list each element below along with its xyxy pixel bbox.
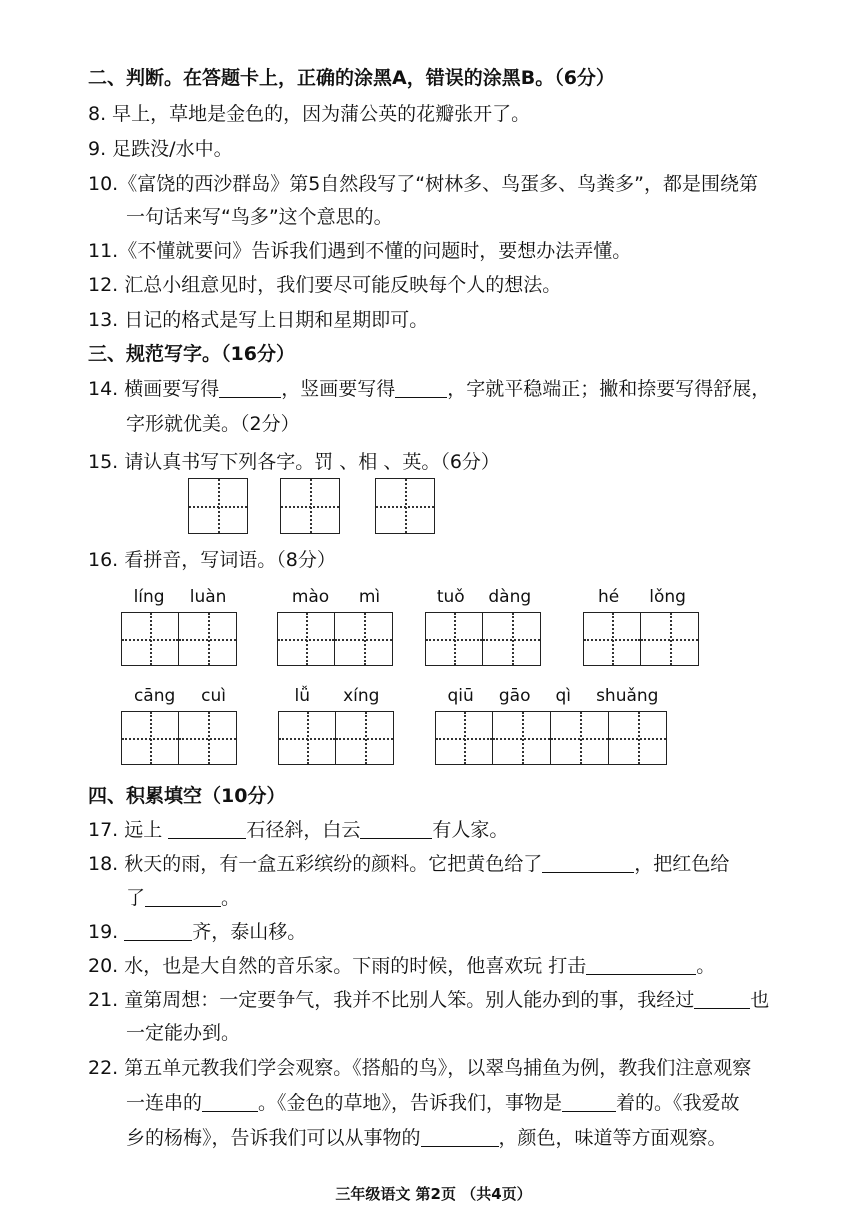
tian-cell[interactable] [609, 711, 667, 765]
tian-cell[interactable] [335, 612, 393, 666]
q22-text-3: 着的。《我爱故 [616, 1092, 740, 1114]
pinyin-syllable: qiū [447, 686, 474, 706]
q21-text-2: 也 [750, 989, 770, 1011]
q20-blank[interactable] [586, 954, 696, 975]
q22-text-2: 。《金色的草地》，告诉我们，事物是 [258, 1092, 563, 1114]
q20-text-2: 。 [696, 955, 716, 977]
pinyin-group-6 [278, 685, 396, 765]
question-14-line2: 字形就优美。（2分） [126, 413, 300, 435]
question-15: 15. 请认真书写下列各字。罚 、相 、英。（6分） [88, 451, 500, 473]
question-22-line2 [126, 1091, 827, 1115]
q14-text-1: 14. 横画要写得 [88, 378, 220, 400]
writing-box-2[interactable] [280, 478, 340, 534]
pinyin-label [121, 586, 239, 612]
tian-cell[interactable] [121, 612, 179, 666]
q14-blank-1[interactable] [219, 377, 281, 398]
tian-cell[interactable] [551, 711, 609, 765]
q14-text-2: ，竖画要写得 [281, 378, 396, 400]
tian-cell[interactable] [179, 612, 237, 666]
writing-box-3[interactable] [375, 478, 435, 534]
pinyin-group-2 [277, 586, 395, 666]
tian-cell[interactable] [179, 711, 237, 765]
tian-cell[interactable] [277, 612, 335, 666]
q22-blank-3[interactable] [421, 1126, 499, 1147]
tian-cell[interactable] [493, 711, 551, 765]
q17-blank-1[interactable] [168, 818, 246, 839]
q21-blank[interactable] [694, 988, 750, 1009]
q17-text-1: 17. 远上 [88, 819, 163, 841]
question-10-line2: 一句话来写“鸟多”这个意思的。 [126, 206, 393, 228]
pinyin-syllable: luàn [189, 587, 227, 607]
question-11: 11.《不懂就要问》告诉我们遇到不懂的问题时，要想办法弄懂。 [88, 240, 632, 262]
pinyin-syllable: mào [291, 587, 330, 607]
q19-text-2: 齐，泰山移。 [192, 921, 307, 943]
pinyin-syllable: shuǎng [596, 686, 659, 706]
q22-text-5: ，颜色，味道等方面观察。 [498, 1127, 727, 1149]
tian-cell[interactable] [188, 478, 248, 534]
pinyin-label [277, 586, 395, 612]
pinyin-syllable: tuǒ [436, 587, 465, 607]
tian-cell[interactable] [641, 612, 699, 666]
pinyin-label [425, 586, 543, 612]
question-22-line3 [126, 1126, 827, 1150]
q22-text-4: 乡的杨梅》，告诉我们可以从事物的 [126, 1127, 421, 1149]
question-18-line1 [88, 852, 827, 876]
pinyin-label [121, 685, 239, 711]
question-21-line2: 一定能办到。 [126, 1022, 241, 1044]
q14-text-3: ，字就平稳端正；撇和捺要写得舒展， [447, 378, 771, 400]
section-3-title: 三、规范写字。（16分） [88, 343, 295, 365]
q19-text-1: 19. [88, 921, 119, 943]
q17-text-2: 石径斜，白云 [246, 819, 361, 841]
tian-cell[interactable] [483, 612, 541, 666]
q17-blank-2[interactable] [360, 818, 432, 839]
pinyin-group-1 [121, 586, 239, 666]
question-8: 8. 早上，草地是金色的，因为蒲公英的花瓣张开了。 [88, 103, 531, 125]
pinyin-syllable: cāng [133, 686, 176, 706]
pinyin-group-3 [425, 586, 543, 666]
q18-text-4: 。 [221, 887, 241, 909]
pinyin-group-5 [121, 685, 239, 765]
pinyin-syllable: hé [598, 587, 620, 607]
tian-cell[interactable] [278, 711, 336, 765]
pinyin-syllable: líng [133, 587, 165, 607]
pinyin-group-4 [583, 586, 701, 666]
q14-blank-2[interactable] [395, 377, 447, 398]
section-4-title: 四、积累填空（10分） [88, 785, 286, 807]
tian-cell[interactable] [435, 711, 493, 765]
q18-blank-2[interactable] [145, 886, 221, 907]
question-14-line1 [88, 377, 827, 401]
q17-text-3: 有人家。 [432, 819, 509, 841]
question-19 [88, 920, 827, 944]
question-17 [88, 818, 827, 842]
pinyin-label [278, 685, 396, 711]
tian-cell[interactable] [121, 711, 179, 765]
pinyin-label [435, 685, 671, 711]
q18-text-3: 了 [126, 887, 146, 909]
question-21-line1 [88, 988, 827, 1012]
q22-blank-2[interactable] [562, 1091, 616, 1112]
q18-text-1: 18. 秋天的雨，有一盒五彩缤纷的颜料。它把黄色给了 [88, 853, 543, 875]
pinyin-syllable: cuì [201, 686, 227, 706]
pinyin-label [583, 586, 701, 612]
question-20 [88, 954, 827, 978]
tian-cell[interactable] [583, 612, 641, 666]
question-22-line1: 22. 第五单元教我们学会观察。《搭船的鸟》，以翠鸟捕鱼为例，教我们注意观察 [88, 1057, 752, 1079]
pinyin-syllable: qì [555, 686, 572, 706]
pinyin-syllable: lǒng [649, 587, 686, 607]
tian-cell[interactable] [280, 478, 340, 534]
tian-cell[interactable] [375, 478, 435, 534]
pinyin-syllable: dàng [488, 587, 532, 607]
q21-text-1: 21. 童第周想：一定要争气，我并不比别人笨。别人能办到的事，我经过 [88, 989, 695, 1011]
question-10-line1: 10.《富饶的西沙群岛》第5自然段写了“树林多、鸟蛋多、鸟粪多”，都是围绕第 [88, 173, 758, 195]
pinyin-group-7 [435, 685, 671, 765]
question-13: 13. 日记的格式是写上日期和星期即可。 [88, 309, 429, 331]
pinyin-syllable: lǚ [294, 686, 311, 706]
page-footer: 三年级语文 第2页 （共4页） [335, 1185, 532, 1203]
q22-blank-1[interactable] [202, 1091, 258, 1112]
q20-text-1: 20. 水，也是大自然的音乐家。下雨的时候，他喜欢玩 打击 [88, 955, 587, 977]
pinyin-syllable: mì [358, 587, 381, 607]
question-9: 9. 足跌没/水中。 [88, 138, 233, 160]
pinyin-syllable: xíng [343, 686, 380, 706]
pinyin-syllable: gāo [498, 686, 531, 706]
question-16: 16. 看拼音，写词语。（8分） [88, 549, 336, 571]
q18-text-2: ，把红色给 [634, 853, 730, 875]
tian-cell[interactable] [336, 711, 394, 765]
writing-box-1[interactable] [188, 478, 248, 534]
question-12: 12. 汇总小组意见时，我们要尽可能反映每个人的想法。 [88, 274, 562, 296]
tian-cell[interactable] [425, 612, 483, 666]
section-2-title: 二、判断。在答题卡上，正确的涂黑A，错误的涂黑B。（6分） [88, 67, 615, 89]
q18-blank-1[interactable] [542, 852, 634, 873]
question-18-line2 [126, 886, 827, 910]
q19-blank[interactable] [124, 920, 192, 941]
q22-text-1: 一连串的 [126, 1092, 203, 1114]
